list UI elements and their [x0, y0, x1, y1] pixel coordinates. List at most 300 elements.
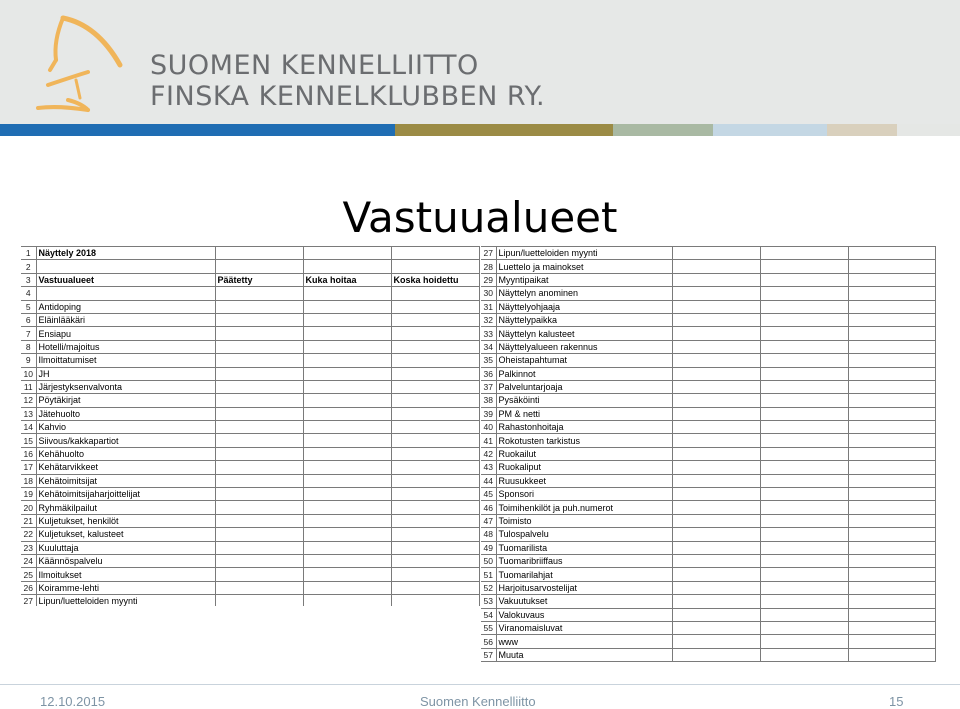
table-cell [760, 461, 848, 474]
table-cell [672, 367, 760, 380]
table-row [21, 554, 479, 567]
table-cell [215, 407, 303, 420]
table-row [481, 595, 935, 608]
table-row [481, 273, 935, 286]
table-cell [215, 367, 303, 380]
table-cell [391, 461, 479, 474]
table-cell [303, 474, 391, 487]
table-cell [303, 367, 391, 380]
table-row [21, 247, 479, 260]
table-row [21, 528, 479, 541]
table-row [21, 488, 479, 501]
table-cell: Muuta [496, 648, 672, 661]
row-number: 12 [21, 394, 36, 407]
table-cell [391, 260, 479, 273]
table-cell: Toimihenkilöt ja puh.numerot [496, 501, 672, 514]
table-row [481, 407, 935, 420]
row-number: 15 [21, 434, 36, 447]
row-number: 5 [21, 300, 36, 313]
color-stripe-6 [897, 124, 960, 136]
table-cell: Näyttelyohjaaja [496, 300, 672, 313]
row-number: 23 [21, 541, 36, 554]
table-cell [672, 635, 760, 648]
row-number: 11 [21, 380, 36, 393]
table-cell [215, 300, 303, 313]
table-cell [303, 501, 391, 514]
table-cell [391, 247, 479, 260]
org-name-swedish: FINSKA KENNELKLUBBEN RY. [150, 81, 546, 112]
table-cell [672, 300, 760, 313]
table-cell [215, 380, 303, 393]
table-cell [215, 327, 303, 340]
table-cell: Ruokaliput [496, 461, 672, 474]
color-stripe-1 [0, 124, 395, 136]
table-cell: Luettelo ja mainokset [496, 260, 672, 273]
table-row [21, 287, 479, 300]
table-row [21, 447, 479, 460]
table-cell [215, 247, 303, 260]
table-cell [760, 287, 848, 300]
table-cell: Pysäköinti [496, 394, 672, 407]
table-cell [303, 528, 391, 541]
row-number: 47 [481, 514, 496, 527]
row-number: 3 [21, 273, 36, 286]
table-cell: Tuomaribriiffaus [496, 554, 672, 567]
row-number: 2 [21, 260, 36, 273]
table-cell [848, 354, 935, 367]
table-cell: Kehätarvikkeet [36, 461, 215, 474]
table-cell [303, 260, 391, 273]
row-number: 7 [21, 327, 36, 340]
table-cell [760, 327, 848, 340]
row-number: 57 [481, 648, 496, 661]
table-cell [215, 354, 303, 367]
table-cell: Käännöspalvelu [36, 554, 215, 567]
table-row [21, 568, 479, 581]
table-cell [672, 568, 760, 581]
row-number: 50 [481, 554, 496, 567]
table-cell [760, 407, 848, 420]
table-cell [303, 394, 391, 407]
row-number: 10 [21, 367, 36, 380]
row-number: 20 [21, 501, 36, 514]
table-row [481, 394, 935, 407]
row-number: 29 [481, 273, 496, 286]
table-cell [848, 528, 935, 541]
footer-organization: Suomen Kennelliitto [420, 694, 536, 709]
table-cell [391, 354, 479, 367]
table-cell [303, 581, 391, 594]
table-cell [848, 434, 935, 447]
table-cell [760, 648, 848, 661]
table-row [481, 461, 935, 474]
table-cell [215, 461, 303, 474]
table-cell: Koiramme-lehti [36, 581, 215, 594]
table-row [481, 568, 935, 581]
row-number: 40 [481, 421, 496, 434]
table-cell [848, 488, 935, 501]
row-number: 19 [21, 488, 36, 501]
table-cell [391, 501, 479, 514]
table-cell [303, 447, 391, 460]
row-number: 4 [21, 287, 36, 300]
table-cell [760, 380, 848, 393]
row-number: 8 [21, 340, 36, 353]
table-cell [391, 528, 479, 541]
table-cell: Kuljetukset, henkilöt [36, 514, 215, 527]
table-cell [215, 287, 303, 300]
table-row [21, 260, 479, 273]
row-number: 35 [481, 354, 496, 367]
table-row [481, 488, 935, 501]
row-number: 42 [481, 447, 496, 460]
table-row [21, 313, 479, 326]
table-cell: Ryhmäkilpailut [36, 501, 215, 514]
table-row [21, 273, 479, 286]
table-cell [848, 367, 935, 380]
table-cell [215, 501, 303, 514]
table-row [21, 595, 479, 606]
table-cell [672, 488, 760, 501]
table-row [481, 380, 935, 393]
row-number: 1 [21, 247, 36, 260]
table-cell [215, 514, 303, 527]
table-row [481, 474, 935, 487]
table-cell [672, 407, 760, 420]
spreadsheet-right [481, 246, 936, 662]
row-number: 44 [481, 474, 496, 487]
table-cell [391, 394, 479, 407]
table-cell [848, 554, 935, 567]
table-cell: Toimisto [496, 514, 672, 527]
table-cell [760, 247, 848, 260]
table-cell [672, 313, 760, 326]
spreadsheet-left [21, 246, 480, 606]
color-stripe-2 [395, 124, 613, 136]
table-row [481, 581, 935, 594]
table-cell [848, 313, 935, 326]
table-cell [760, 434, 848, 447]
table-cell [848, 608, 935, 621]
table-cell [303, 514, 391, 527]
row-number: 51 [481, 568, 496, 581]
table-cell [760, 528, 848, 541]
table-cell [303, 313, 391, 326]
table-cell [215, 434, 303, 447]
spreadsheet-left-part [21, 246, 481, 606]
table-cell: Palveluntarjoaja [496, 380, 672, 393]
table-row [21, 421, 479, 434]
row-number: 55 [481, 621, 496, 634]
table-cell: Tuomarilista [496, 541, 672, 554]
color-stripe-5 [827, 124, 897, 136]
table-cell [760, 260, 848, 273]
table-cell [303, 354, 391, 367]
table-cell [848, 595, 935, 608]
table-cell [215, 488, 303, 501]
table-cell [215, 447, 303, 460]
table-cell [36, 287, 215, 300]
table-cell [391, 581, 479, 594]
row-number: 25 [21, 568, 36, 581]
row-number: 16 [21, 447, 36, 460]
table-cell: Näyttely 2018 [36, 247, 215, 260]
table-cell: Näyttelyn kalusteet [496, 327, 672, 340]
table-cell: Oheistapahtumat [496, 354, 672, 367]
table-cell: Näyttelypaikka [496, 313, 672, 326]
row-number: 49 [481, 541, 496, 554]
table-cell: Ensiapu [36, 327, 215, 340]
table-cell: Ruokailut [496, 447, 672, 460]
table-cell [848, 380, 935, 393]
row-number: 38 [481, 394, 496, 407]
table-cell [672, 273, 760, 286]
row-number: 30 [481, 287, 496, 300]
table-cell [303, 407, 391, 420]
table-cell [303, 340, 391, 353]
row-number: 32 [481, 313, 496, 326]
table-cell [848, 474, 935, 487]
row-number: 45 [481, 488, 496, 501]
table-cell: Harjoitusarvostelijat [496, 581, 672, 594]
organization-name [150, 50, 545, 112]
table-cell [215, 528, 303, 541]
table-row [21, 327, 479, 340]
table-cell: Kuuluttaja [36, 541, 215, 554]
table-cell: Lipun/luetteloiden myynti [36, 595, 215, 606]
table-cell: Koska hoidettu [391, 273, 479, 286]
table-cell: Kuka hoitaa [303, 273, 391, 286]
table-row [481, 260, 935, 273]
table-row [481, 340, 935, 353]
table-cell: Pöytäkirjat [36, 394, 215, 407]
table-cell [672, 327, 760, 340]
row-number: 56 [481, 635, 496, 648]
table-cell [36, 260, 215, 273]
table-cell [760, 621, 848, 634]
table-cell [760, 501, 848, 514]
table-cell [672, 595, 760, 608]
table-cell [303, 595, 391, 606]
table-row [481, 327, 935, 340]
table-cell: Päätetty [215, 273, 303, 286]
row-number: 37 [481, 380, 496, 393]
row-number: 48 [481, 528, 496, 541]
table-cell [760, 447, 848, 460]
table-cell [391, 380, 479, 393]
table-row [481, 621, 935, 634]
table-cell [760, 367, 848, 380]
row-number: 14 [21, 421, 36, 434]
row-number: 6 [21, 313, 36, 326]
table-cell [760, 474, 848, 487]
table-cell [672, 447, 760, 460]
table-row [481, 528, 935, 541]
table-cell [760, 488, 848, 501]
table-cell: Palkinnot [496, 367, 672, 380]
table-cell [760, 313, 848, 326]
table-cell [303, 327, 391, 340]
table-cell [672, 340, 760, 353]
table-cell [848, 621, 935, 634]
table-row [481, 421, 935, 434]
table-cell: www [496, 635, 672, 648]
row-number: 54 [481, 608, 496, 621]
table-cell [391, 367, 479, 380]
table-row [481, 447, 935, 460]
table-cell: Järjestyksenvalvonta [36, 380, 215, 393]
table-row [481, 247, 935, 260]
table-cell [672, 608, 760, 621]
table-cell [672, 474, 760, 487]
row-number: 31 [481, 300, 496, 313]
row-number: 24 [21, 554, 36, 567]
table-cell [848, 447, 935, 460]
table-row [481, 648, 935, 661]
table-cell [848, 287, 935, 300]
table-cell [391, 340, 479, 353]
table-cell [848, 461, 935, 474]
table-cell [303, 287, 391, 300]
table-row [481, 501, 935, 514]
table-cell [391, 595, 479, 606]
table-cell: Ruusukkeet [496, 474, 672, 487]
table-cell [672, 434, 760, 447]
table-row [21, 474, 479, 487]
table-cell [848, 394, 935, 407]
table-cell [848, 501, 935, 514]
table-row [481, 287, 935, 300]
table-cell [391, 287, 479, 300]
table-row [21, 367, 479, 380]
table-cell [672, 528, 760, 541]
table-cell [391, 421, 479, 434]
table-cell [303, 434, 391, 447]
table-row [21, 541, 479, 554]
table-cell [672, 541, 760, 554]
table-row [481, 554, 935, 567]
table-cell [391, 447, 479, 460]
table-cell [848, 421, 935, 434]
table-cell: Rokotusten tarkistus [496, 434, 672, 447]
table-cell [760, 394, 848, 407]
table-row [21, 434, 479, 447]
table-cell [672, 247, 760, 260]
slide-number: 15 [889, 694, 904, 709]
table-row [481, 514, 935, 527]
table-cell [391, 474, 479, 487]
table-cell [672, 554, 760, 567]
table-cell [760, 581, 848, 594]
table-cell [848, 635, 935, 648]
table-cell [672, 260, 760, 273]
table-cell: Kuljetukset, kalusteet [36, 528, 215, 541]
table-cell: Kahvio [36, 421, 215, 434]
kennel-logo-icon [28, 10, 128, 115]
row-number: 28 [481, 260, 496, 273]
footer-divider [0, 684, 960, 685]
table-cell [760, 273, 848, 286]
table-cell [215, 595, 303, 606]
table-row [481, 635, 935, 648]
table-cell [303, 461, 391, 474]
table-cell: JH [36, 367, 215, 380]
row-number: 21 [21, 514, 36, 527]
table-cell [672, 514, 760, 527]
table-cell [215, 394, 303, 407]
table-row [21, 581, 479, 594]
table-cell [215, 541, 303, 554]
table-cell [848, 340, 935, 353]
table-cell [303, 488, 391, 501]
table-cell [848, 568, 935, 581]
table-cell [391, 514, 479, 527]
row-number: 17 [21, 461, 36, 474]
slide-header [0, 0, 960, 124]
table-cell: Näyttelyn anominen [496, 287, 672, 300]
table-cell: Myyntipaikat [496, 273, 672, 286]
table-cell [848, 327, 935, 340]
table-row [21, 394, 479, 407]
color-stripe-4 [713, 124, 827, 136]
table-row [21, 380, 479, 393]
row-number: 39 [481, 407, 496, 420]
table-cell: Vakuutukset [496, 595, 672, 608]
table-cell [391, 541, 479, 554]
table-row [21, 514, 479, 527]
row-number: 27 [21, 595, 36, 606]
table-cell [391, 554, 479, 567]
table-cell [391, 300, 479, 313]
table-cell: Kehähuolto [36, 447, 215, 460]
table-cell: Rahastonhoitaja [496, 421, 672, 434]
table-cell: Antidoping [36, 300, 215, 313]
table-cell [215, 581, 303, 594]
table-cell [672, 394, 760, 407]
table-cell [672, 648, 760, 661]
table-cell: Siivous/kakkapartiot [36, 434, 215, 447]
table-cell [215, 260, 303, 273]
row-number: 36 [481, 367, 496, 380]
table-cell: Lipun/luetteloiden myynti [496, 247, 672, 260]
table-cell [303, 380, 391, 393]
table-cell [672, 287, 760, 300]
table-row [481, 313, 935, 326]
row-number: 33 [481, 327, 496, 340]
table-row [21, 340, 479, 353]
table-cell [215, 474, 303, 487]
table-cell [215, 340, 303, 353]
table-cell: Hotelli/majoitus [36, 340, 215, 353]
table-row [481, 434, 935, 447]
slide-title: Vastuualueet [342, 193, 618, 242]
table-cell [760, 595, 848, 608]
table-row [481, 354, 935, 367]
table-cell [848, 407, 935, 420]
table-cell: Viranomaisluvat [496, 621, 672, 634]
table-cell: Tuomarilahjat [496, 568, 672, 581]
table-cell [391, 568, 479, 581]
table-cell: Ilmoitukset [36, 568, 215, 581]
table-cell [215, 313, 303, 326]
table-cell [760, 300, 848, 313]
table-cell: Valokuvaus [496, 608, 672, 621]
table-cell [672, 380, 760, 393]
table-cell: Näyttelyalueen rakennus [496, 340, 672, 353]
row-number: 13 [21, 407, 36, 420]
color-stripe-3 [613, 124, 713, 136]
table-cell [760, 608, 848, 621]
